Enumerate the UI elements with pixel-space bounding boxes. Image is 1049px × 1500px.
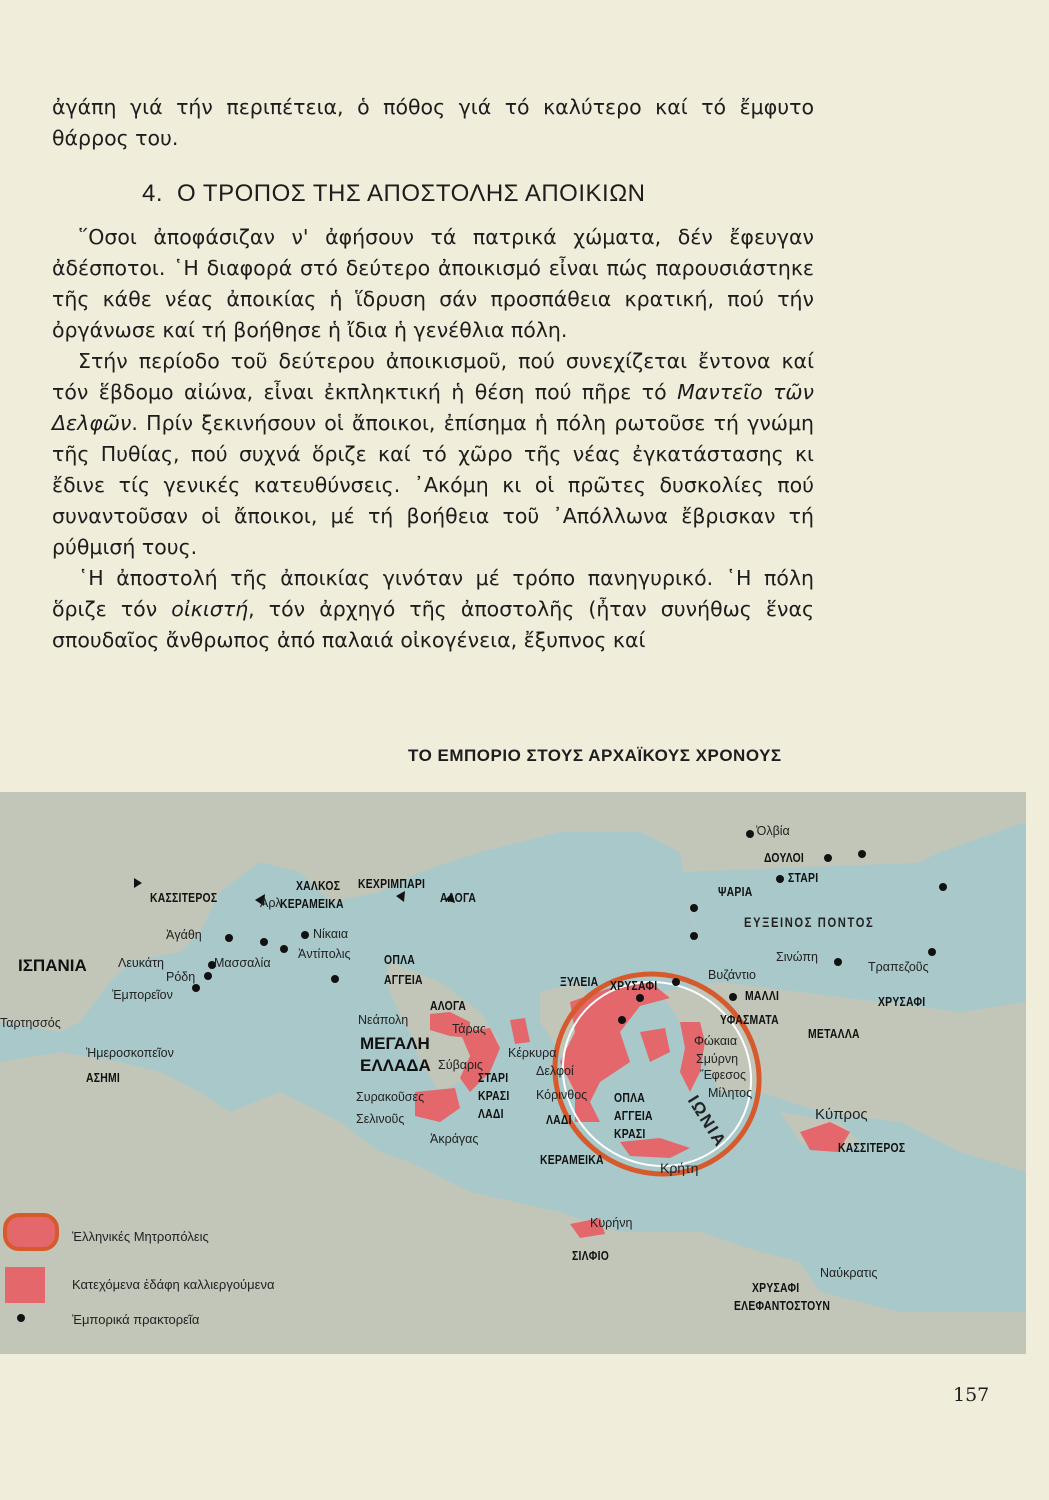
goods-chalkos: ΧΑΛΚΟΣ [296,878,341,893]
place-sinopi: Σινώπη [776,950,818,964]
place-miletos: Μίλητος [708,1086,753,1100]
goods-opla-greece: ΟΠΛΑ [614,1090,646,1105]
goods-aggeia-greece: ΑΓΓΕΙΑ [614,1108,653,1123]
place-neapoli: Νεάπολη [358,1013,409,1027]
place-kyrini: Κυρήνη [590,1216,633,1230]
place-leukati: Λευκάτη [118,956,164,970]
goods-yfasmata: ΥΦΑΣΜΑΤΑ [720,1012,779,1027]
goods-malli: ΜΑΛΛΙ [745,988,780,1003]
paragraph-2-end: . Πρίν ξεκινήσουν οἱ ἄποικοι, ἐπίσημα ἡ πόλη ρωτοῦσε τή γνώμη τῆς Πυθίας, πού συχνά ὅριζε καί τό χῶρο τῆς νέας ἐγκατάστασης κι ἔδινε τίς γενικές κατευθύνσεις. ᾿Ακόμη κι οἱ πρῶτες δυσκολίες πού συναντοῦσαν οἱ ἄποικοι, μέ τή βοήθεια τοῦ ᾿Απόλλωνα ἔβρισκαν τή ρύθμισή τους. [52,411,814,559]
place-agathi: Ἀγάθη [166,928,202,942]
label-ispania: ΙΣΠΑΝΙΑ [18,956,87,975]
label-megali: ΜΕΓΑΛΗ [360,1034,430,1053]
place-massalia: Μασσαλία [214,956,271,970]
goods-opla: ΟΠΛΑ [384,952,416,967]
place-efesos: Ἔφεσος [700,1068,746,1082]
paragraph-3-start: ῾Η ἀποστολή τῆς ἀποικίας γινόταν μέ τρόπο πανηγυρικό. ῾Η πόλη ὅριζε τόν [52,566,814,621]
label-ionia: ΙΩΝΙΑ [683,1092,731,1151]
goods-douloi: ΔΟΥΛΟΙ [764,850,805,865]
place-tartissos: Ταρτησσός [0,1016,61,1030]
paragraph-3 [52,563,814,656]
goods-kassiteros: ΚΑΣΣΙΤΕΡΟΣ [150,890,218,905]
place-taras: Τάρας [452,1022,486,1036]
trade-map [0,792,1026,1354]
place-fokaia: Φώκαια [694,1034,738,1048]
section-number: 4. [142,180,164,207]
goods-kerameika-greece: ΚΕΡΑΜΕΙΚΑ [540,1152,604,1167]
delphi-oracle-term: Μαντεῖο τῶν Δελφῶν [52,380,815,435]
section-heading [142,180,814,208]
place-trapezous: Τραπεζοῦς [868,960,929,974]
goods-kechrimpari: ΚΕΧΡΙΜΠΑΡΙ [358,876,426,891]
map-title: ΤΟ ΕΜΠΟΡΙΟ ΣΤΟΥΣ ΑΡΧΑΪΚΟΥΣ ΧΡΟΝΟΥΣ [408,746,782,765]
goods-chrysafi: ΧΡΥΣΑΦΙ [610,978,658,993]
place-kriti: Κρήτη [660,1160,699,1176]
place-korinthos: Κόρινθος [536,1088,588,1102]
place-kerkyra: Κέρκυρα [508,1046,557,1060]
place-sybaris: Σύβαρις [438,1058,483,1072]
place-smyrni: Σμύρνη [696,1052,739,1066]
goods-aloga: ΑΛΟΓΑ [440,890,477,905]
place-naukratis: Ναύκρατις [820,1266,878,1280]
place-selinous: Σελινοῦς [356,1112,405,1126]
goods-chrysafi-east: ΧΡΥΣΑΦΙ [878,994,926,1009]
place-rodi: Ρόδη [166,970,196,984]
place-arl: Ἀρλ [260,896,282,910]
place-akragas: Ἀκράγας [430,1132,479,1146]
place-antipolis: Ἀντίπολις [298,947,351,961]
place-kypros: Κύπρος [815,1106,868,1123]
goods-krasi-greece: ΚΡΑΣΙ [614,1126,646,1141]
label-ellada: ΕΛΛΑΔΑ [360,1056,431,1075]
goods-aloga-italy: ΑΛΟΓΑ [430,998,467,1013]
legend-metropoleis: Ἑλληνικές Μητροπόλεις [72,1229,209,1244]
main-text [52,92,814,656]
place-byzantio: Βυζάντιο [708,968,756,982]
paragraph-intro: ἀγάπη γιά τήν περιπέτεια, ὁ πόθος γιά τό καλύτερο καί τό ἔμφυτο θάρρος του. [52,95,814,150]
goods-elefantostoun: ΕΛΕΦΑΝΤΟΣΤΟΥΝ [734,1298,831,1313]
goods-psaria: ΨΑΡΙΑ [718,884,753,899]
goods-stari: ΣΤΑΡΙ [788,870,819,885]
place-emporeion: Ἐμπορεῖον [112,988,173,1002]
goods-ladi-italy: ΛΑΔΙ [478,1106,504,1121]
page-number: 157 [953,1384,990,1406]
goods-silfio: ΣΙΛΦΙΟ [572,1248,610,1263]
label-pontos: ΕΥΞΕΙΝΟΣ ΠΟΝΤΟΣ [744,914,875,930]
goods-xyleia: ΞΥΛΕΙΑ [560,974,599,989]
goods-kassiteros-kypros: ΚΑΣΣΙΤΕΡΟΣ [838,1140,906,1155]
goods-stari-italy: ΣΤΑΡΙ [478,1070,509,1085]
legend-praktoreia: Ἐμπορικά πρακτορεῖα [72,1312,200,1327]
place-olvia: Ὀλβία [756,824,790,838]
goods-kerameika: ΚΕΡΑΜΕΙΚΑ [280,896,344,911]
goods-aggeia: ΑΓΓΕΙΑ [384,972,423,987]
goods-chrysafi-egypt: ΧΡΥΣΑΦΙ [752,1280,800,1295]
oikistis-term: οἰκιστή [171,597,249,621]
legend-edafi: Κατεχόμενα ἐδάφη καλλιεργούμενα [72,1277,275,1292]
section-title: Ο ΤΡΟΠΟΣ ΤΗΣ ΑΠΟΣΤΟΛΗΣ ΑΠΟΙΚΙΩΝ [177,180,646,207]
place-delfoi: Δελφοί [536,1064,574,1078]
place-nikaia: Νίκαια [313,927,349,941]
place-syrakouses: Συρακοῦσες [356,1090,425,1104]
place-imeroskopeion: Ἡμεροσκοπεῖον [86,1046,174,1060]
paragraph-2-start: Στήν περίοδο τοῦ δεύτερου ἀποικισμοῦ, πού συνεχίζεται ἔντονα καί τόν ἕβδομο αἰώνα, εἶναι ἐκπληκτική ἡ θέση πού πῆρε τό [52,349,814,404]
goods-krasi-italy: ΚΡΑΣΙ [478,1088,510,1103]
goods-ladi-greece: ΛΑΔΙ [546,1112,572,1127]
paragraph-2 [52,346,814,563]
paragraph-3-end: , τόν ἀρχηγό τῆς ἀποστολῆς (ἦταν συνήθως ἕνας σπουδαῖος ἄνθρωπος ἀπό παλαιά οἰκογένεια, ἔξυπνος καί [52,597,815,652]
paragraph-1: ῞Οσοι ἀποφάσιζαν ν' ἀφήσουν τά πατρικά χώματα, δέν ἔφευγαν ἀδέσποτοι. ῾Η διαφορά στό δεύτερο ἀποικισμό εἶναι πώς παρουσιάστηκε τῆς κάθε νέας ἀποικίας ἡ ἵδρυση σάν προσπάθεια κρατική, πού τήν ὀργάνωσε καί τή βοήθησε ἡ ἴδια ἡ γενέθλια πόλη. [52,225,814,342]
goods-metalla: ΜΕΤΑΛΛΑ [808,1026,860,1041]
goods-asimi: ΑΣΗΜΙ [86,1070,121,1085]
